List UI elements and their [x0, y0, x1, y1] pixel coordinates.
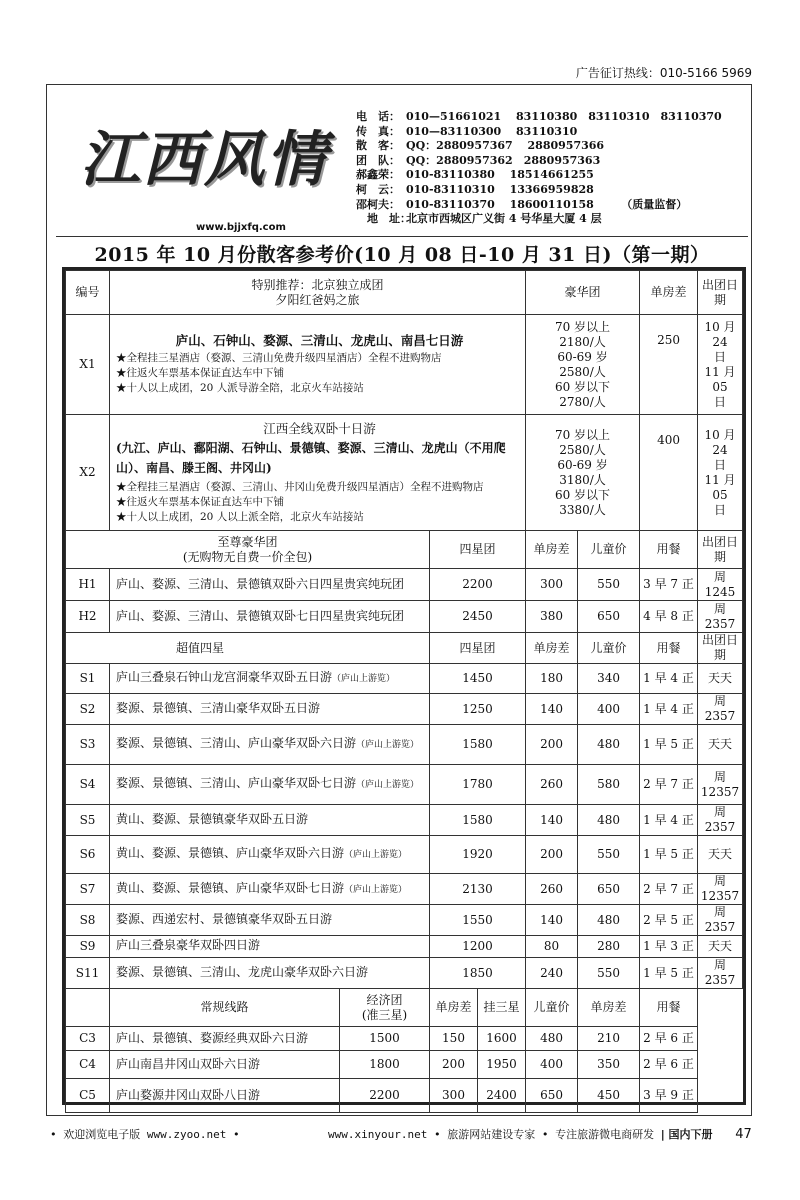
- meal-value: 1 早 3 正: [640, 936, 698, 958]
- single-room-value: 140: [526, 694, 578, 725]
- single-room-value: 240: [526, 958, 578, 989]
- date-line: 日: [714, 457, 727, 472]
- price-value: 1580: [430, 805, 526, 836]
- route-name-cell: [110, 936, 430, 958]
- date-cell: [698, 415, 743, 531]
- section2-header: [66, 531, 743, 569]
- date-line: 10 月 24: [704, 427, 736, 457]
- price-value: 2450: [430, 601, 526, 633]
- row-code: C3: [66, 1027, 110, 1051]
- contact-row: [356, 183, 722, 198]
- col-child-header: 儿童价: [526, 989, 578, 1027]
- route-name: 庐山三叠泉石钟山龙宫洞豪华双卧五日游: [116, 670, 333, 684]
- route-name: 婺源、景德镇、三清山豪华双卧五日游: [116, 700, 321, 715]
- recommend-header: [110, 271, 526, 315]
- recommend-line1: 特别推荐：北京独立成团: [251, 277, 384, 292]
- col-lux-header: 豪华团: [526, 271, 640, 315]
- route-name: 庐山三叠泉豪华双卧四日游: [116, 938, 261, 952]
- date-value: 周 2357: [698, 601, 743, 633]
- col-eco-header: [340, 989, 430, 1027]
- child-price: 480: [578, 805, 640, 836]
- contact-row: [356, 198, 722, 213]
- meal-value: 1 早 5 正: [640, 725, 698, 765]
- price-value: 1250: [430, 694, 526, 725]
- contact-label: 柯 云：: [356, 182, 400, 196]
- date-value: 周 12357: [698, 765, 743, 805]
- contact-row: [356, 212, 722, 227]
- row-code: X1: [66, 315, 110, 415]
- price-cell: [526, 315, 640, 415]
- contact-value: 010—83110300 83110310: [406, 124, 578, 138]
- route-cell: [110, 415, 526, 531]
- col-single-header: 单房差: [640, 271, 698, 315]
- eco-price: 2200: [340, 1079, 430, 1113]
- price-value: 1780: [430, 765, 526, 805]
- single-room-value-2: 210: [578, 1027, 640, 1051]
- route-note: ★往返火车票基本保证直达车中下铺: [116, 495, 284, 508]
- single-room-value-2: 450: [578, 1079, 640, 1113]
- date-value: 周 2357: [698, 694, 743, 725]
- col-price-header: 四星团: [430, 531, 526, 569]
- table-row: [66, 415, 743, 531]
- route-note: ★全程挂三星酒店（婺源、三清山免费升级四星酒店）全程不进购物店: [116, 352, 442, 364]
- logo: [80, 112, 330, 212]
- route-note: （庐山上游览）: [344, 884, 408, 895]
- route-name: 庐山、景德镇、婺源经典双卧六日游: [110, 1027, 340, 1051]
- col-child-header: 儿童价: [578, 633, 640, 664]
- footer-section: | 国内下册: [660, 1128, 713, 1141]
- single-room-value: 380: [526, 601, 578, 633]
- price-value: 1450: [430, 664, 526, 694]
- section-title: 常规线路: [110, 989, 340, 1027]
- single-room-value: 140: [526, 805, 578, 836]
- three-star-price: 1950: [478, 1051, 526, 1079]
- single-room-value: 200: [526, 725, 578, 765]
- contact-info: [356, 110, 722, 227]
- meal-value: 2 早 7 正: [640, 874, 698, 905]
- route-name: 庐山南昌井冈山双卧六日游: [110, 1051, 340, 1079]
- col-single2-header: 单房差: [578, 989, 640, 1027]
- row-code: S2: [66, 694, 110, 725]
- route-name: 庐山、婺源、三清山、景德镇双卧六日四星贵宾纯玩团: [110, 569, 430, 601]
- child-price: 480: [578, 725, 640, 765]
- row-code: X2: [66, 415, 110, 531]
- price-value: 1580: [430, 725, 526, 765]
- price-value: 3180/人: [559, 472, 606, 487]
- route-name-cell: [110, 664, 430, 694]
- footer-left-link[interactable]: • 欢迎浏览电子版 www.zyoo.net •: [50, 1128, 240, 1141]
- section-title-line1: 至尊豪华团: [217, 534, 278, 549]
- date-value: 周 2357: [698, 805, 743, 836]
- meal-value: 3 早 9 正: [640, 1079, 698, 1113]
- route-name-cell: [110, 874, 430, 905]
- date-value: 天天: [698, 836, 743, 874]
- route-name-cell: [110, 905, 430, 936]
- route-name: 黄山、婺源、景德镇豪华双卧五日游: [116, 811, 309, 826]
- price-table: [65, 270, 743, 1113]
- col-date-header: 出团日期: [698, 531, 743, 569]
- contact-label: 电 话：: [356, 110, 400, 123]
- child-price: 580: [578, 765, 640, 805]
- price-value: 1920: [430, 836, 526, 874]
- price-value: 2200: [430, 569, 526, 601]
- route-name-cell: [110, 725, 430, 765]
- price-value: 1850: [430, 958, 526, 989]
- price-table-frame: [62, 267, 746, 1105]
- table-row: [66, 765, 743, 805]
- single-room-value: 300: [430, 1079, 478, 1113]
- route-name: 庐山、石钟山、婺源、三清山、龙虎山、南昌七日游: [175, 333, 464, 348]
- col-single-header: 单房差: [526, 531, 578, 569]
- single-room-value: 140: [526, 905, 578, 936]
- section4-header: [66, 989, 743, 1027]
- date-line: 日: [714, 349, 727, 364]
- contact-value: 010-83110380 18514661255: [406, 168, 594, 182]
- table-row: [66, 836, 743, 874]
- three-star-price: 1600: [478, 1027, 526, 1051]
- route-name: 庐山、婺源、三清山、景德镇双卧七日四星贵宾纯玩团: [110, 601, 430, 633]
- child-price: 550: [578, 958, 640, 989]
- age-label: 70 岁以上: [554, 427, 611, 442]
- contact-value: 010—51661021 83110380 83110310 83110370: [406, 110, 722, 123]
- date-line: 日: [714, 394, 727, 409]
- page-number: 47: [735, 1127, 752, 1142]
- row-code: C5: [66, 1079, 110, 1113]
- contact-row: [356, 154, 722, 169]
- route-name: 婺源、景德镇、三清山、庐山豪华双卧六日游: [116, 736, 357, 750]
- contact-label: 传 真：: [356, 124, 400, 138]
- section1-header: [66, 271, 743, 315]
- meal-value: 2 早 6 正: [640, 1027, 698, 1051]
- date-value: 周 2357: [698, 958, 743, 989]
- col-date-header: 出团日期: [698, 271, 743, 315]
- row-code: S11: [66, 958, 110, 989]
- child-price: 650: [526, 1079, 578, 1113]
- route-name-cell: [110, 958, 430, 989]
- logo-url[interactable]: www.bjjxfq.com: [196, 222, 286, 233]
- col-single-header: 单房差: [526, 633, 578, 664]
- single-room-value: 150: [430, 1027, 478, 1051]
- section3-header: [66, 633, 743, 664]
- child-price: 650: [578, 601, 640, 633]
- price-value: 2180/人: [559, 334, 606, 349]
- footer-right-text[interactable]: www.xinyour.net • 旅游网站建设专家 • 专注旅游微电商研发: [328, 1128, 655, 1141]
- route-note: （庐山上游览）: [356, 740, 420, 750]
- row-code: S8: [66, 905, 110, 936]
- recommend-line2: 夕阳红爸妈之旅: [275, 292, 360, 307]
- col-meal-header: 用餐: [640, 531, 698, 569]
- price-value: 1200: [430, 936, 526, 958]
- price-value: 2580/人: [559, 364, 606, 379]
- date-cell: [698, 315, 743, 415]
- meal-value: 1 早 5 正: [640, 836, 698, 874]
- route-note: （庐山上游览）: [356, 780, 420, 790]
- date-value: 周 2357: [698, 905, 743, 936]
- table-row: [66, 958, 743, 989]
- price-value: 3380/人: [559, 502, 606, 517]
- single-room-value: 300: [526, 569, 578, 601]
- divider: [56, 236, 748, 237]
- date-line: 日: [714, 502, 727, 517]
- child-price: 480: [578, 905, 640, 936]
- empty-cell: [66, 989, 110, 1027]
- child-price: 400: [578, 694, 640, 725]
- single-room-value: 260: [526, 765, 578, 805]
- contact-row: [356, 139, 722, 154]
- row-code: S7: [66, 874, 110, 905]
- row-code: S9: [66, 936, 110, 958]
- table-row: [66, 569, 743, 601]
- child-price: 280: [578, 936, 640, 958]
- route-note: ★十人以上成团，20 人以上派全陪，北京火车站接站: [116, 510, 364, 523]
- child-price: 550: [578, 836, 640, 874]
- table-row: [66, 1079, 743, 1113]
- contact-label: 团 队：: [356, 153, 400, 167]
- contact-row: [356, 110, 722, 125]
- table-row: [66, 1027, 743, 1051]
- eco-price: 1500: [340, 1027, 430, 1051]
- single-room-cell: 250: [640, 315, 698, 415]
- route-name: 婺源、景德镇、三清山、庐山豪华双卧七日游: [116, 776, 357, 790]
- age-label: 60-69 岁: [557, 457, 608, 472]
- age-label: 60 岁以下: [554, 379, 611, 394]
- row-code: S3: [66, 725, 110, 765]
- price-value: 1550: [430, 905, 526, 936]
- table-row: [66, 805, 743, 836]
- single-room-value: 200: [430, 1051, 478, 1079]
- meal-value: 1 早 4 正: [640, 805, 698, 836]
- ad-hotline: 广告征订热线：010-5166 5969: [575, 66, 752, 80]
- route-name: 婺源、景德镇、三清山、龙虎山豪华双卧六日游: [116, 964, 369, 979]
- date-line: 11 月 05: [704, 472, 736, 502]
- row-code: H1: [66, 569, 110, 601]
- route-cell: [110, 315, 526, 415]
- logo-text: 江西风情: [80, 125, 328, 195]
- single-room-value-2: 350: [578, 1051, 640, 1079]
- section-title: [66, 531, 430, 569]
- meal-value: 1 早 5 正: [640, 958, 698, 989]
- child-price: 480: [526, 1027, 578, 1051]
- contact-row: [356, 168, 722, 183]
- route-detail: (九江、庐山、鄱阳湖、石钟山、景德镇、婺源、三清山、龙虎山（不用爬山）、南昌、滕王阁、井冈山): [116, 440, 506, 475]
- contact-value: QQ：2880957362 2880957363: [406, 153, 601, 167]
- eco-header-line2: (准三星): [361, 1007, 408, 1022]
- age-label: 60-69 岁: [557, 349, 608, 364]
- route-note: ★全程挂三星酒店（婺源、三清山、井冈山免费升级四星酒店）全程不进购物店: [116, 480, 484, 493]
- contact-value: 010-83110370 18600110158 （质量监督）: [406, 197, 688, 211]
- contact-label: 散 客：: [356, 139, 400, 153]
- route-name-cell: [110, 805, 430, 836]
- date-value: 周 1245: [698, 569, 743, 601]
- route-note: （庐山上游览）: [344, 850, 408, 860]
- table-row: [66, 725, 743, 765]
- row-code: H2: [66, 601, 110, 633]
- footer-right: [328, 1126, 752, 1142]
- col-code-header: 编号: [66, 271, 110, 315]
- single-room-value: 260: [526, 874, 578, 905]
- section-title: 超值四星: [66, 633, 430, 664]
- single-room-cell: 400: [640, 415, 698, 531]
- date-value: 天天: [698, 664, 743, 694]
- table-row: [66, 874, 743, 905]
- contact-label: 邵柯夫：: [356, 197, 400, 211]
- contact-row: [356, 125, 722, 140]
- date-value: 天天: [698, 725, 743, 765]
- meal-value: 3 早 7 正: [640, 569, 698, 601]
- table-row: [66, 694, 743, 725]
- contact-value: 北京市西城区广义街 4 号华星大厦 4 层: [406, 212, 602, 226]
- date-value: 天天: [698, 936, 743, 958]
- price-value: 2580/人: [559, 442, 606, 457]
- route-name-cell: [110, 694, 430, 725]
- table-row: [66, 936, 743, 958]
- col-meal-header: 用餐: [640, 989, 698, 1027]
- contact-value: 010-83110310 13366959828: [406, 182, 594, 196]
- route-note: ★往返火车票基本保证直达车中下铺: [116, 367, 284, 379]
- route-note: （庐山上游览）: [332, 674, 396, 684]
- contact-label: 地 址：: [356, 212, 411, 226]
- meal-value: 2 早 5 正: [640, 905, 698, 936]
- meal-value: 2 早 6 正: [640, 1051, 698, 1079]
- table-row: [66, 1051, 743, 1079]
- section-title-line2: (无购物无自费一价全包): [182, 549, 313, 564]
- price-value: 2130: [430, 874, 526, 905]
- meal-value: 2 早 7 正: [640, 765, 698, 805]
- page-title: 2015 年 10 月份散客参考价(10 月 08 日-10 月 31 日)（第一期）: [94, 244, 710, 266]
- route-name: 庐山婺源井冈山双卧八日游: [110, 1079, 340, 1113]
- row-code: C4: [66, 1051, 110, 1079]
- price-value: 2780/人: [559, 394, 606, 409]
- meal-value: 1 早 4 正: [640, 694, 698, 725]
- child-price: 400: [526, 1051, 578, 1079]
- date-line: 11 月 05: [704, 364, 736, 394]
- route-name: 黄山、婺源、景德镇、庐山豪华双卧六日游: [116, 846, 345, 860]
- col-child-header: 儿童价: [578, 531, 640, 569]
- row-code: S6: [66, 836, 110, 874]
- route-name: 江西全线双卧十日游: [263, 420, 376, 436]
- row-code: S1: [66, 664, 110, 694]
- table-row: [66, 905, 743, 936]
- child-price: 340: [578, 664, 640, 694]
- col-meal-header: 用餐: [640, 633, 698, 664]
- table-row: [66, 601, 743, 633]
- child-price: 650: [578, 874, 640, 905]
- single-room-value: 180: [526, 664, 578, 694]
- col-single-header: 单房差: [430, 989, 478, 1027]
- date-line: 10 月 24: [704, 319, 736, 349]
- meal-value: 1 早 4 正: [640, 664, 698, 694]
- row-code: S5: [66, 805, 110, 836]
- contact-label: 郝鑫荣：: [356, 168, 400, 182]
- price-cell: [526, 415, 640, 531]
- col-three-header: 挂三星: [478, 989, 526, 1027]
- eco-price: 1800: [340, 1051, 430, 1079]
- three-star-price: 2400: [478, 1079, 526, 1113]
- route-note: ★十人以上成团，20 人派导游全陪，北京火车站接站: [116, 382, 364, 394]
- col-price-header: 四星团: [430, 633, 526, 664]
- col-date-header: 出团日期: [698, 633, 743, 664]
- route-name-cell: [110, 765, 430, 805]
- age-label: 60 岁以下: [554, 487, 611, 502]
- single-room-value: 80: [526, 936, 578, 958]
- date-value: 周 12357: [698, 874, 743, 905]
- route-name-cell: [110, 836, 430, 874]
- single-room-value: 200: [526, 836, 578, 874]
- table-row: [66, 664, 743, 694]
- child-price: 550: [578, 569, 640, 601]
- route-name: 婺源、西递宏村、景德镇豪华双卧五日游: [116, 911, 333, 926]
- meal-value: 4 早 8 正: [640, 601, 698, 633]
- age-label: 70 岁以上: [554, 319, 611, 334]
- contact-value: QQ：2880957367 2880957366: [406, 139, 605, 153]
- table-row: [66, 315, 743, 415]
- eco-header-line1: 经济团: [366, 992, 403, 1007]
- row-code: S4: [66, 765, 110, 805]
- route-name: 黄山、婺源、景德镇、庐山豪华双卧七日游: [116, 880, 345, 895]
